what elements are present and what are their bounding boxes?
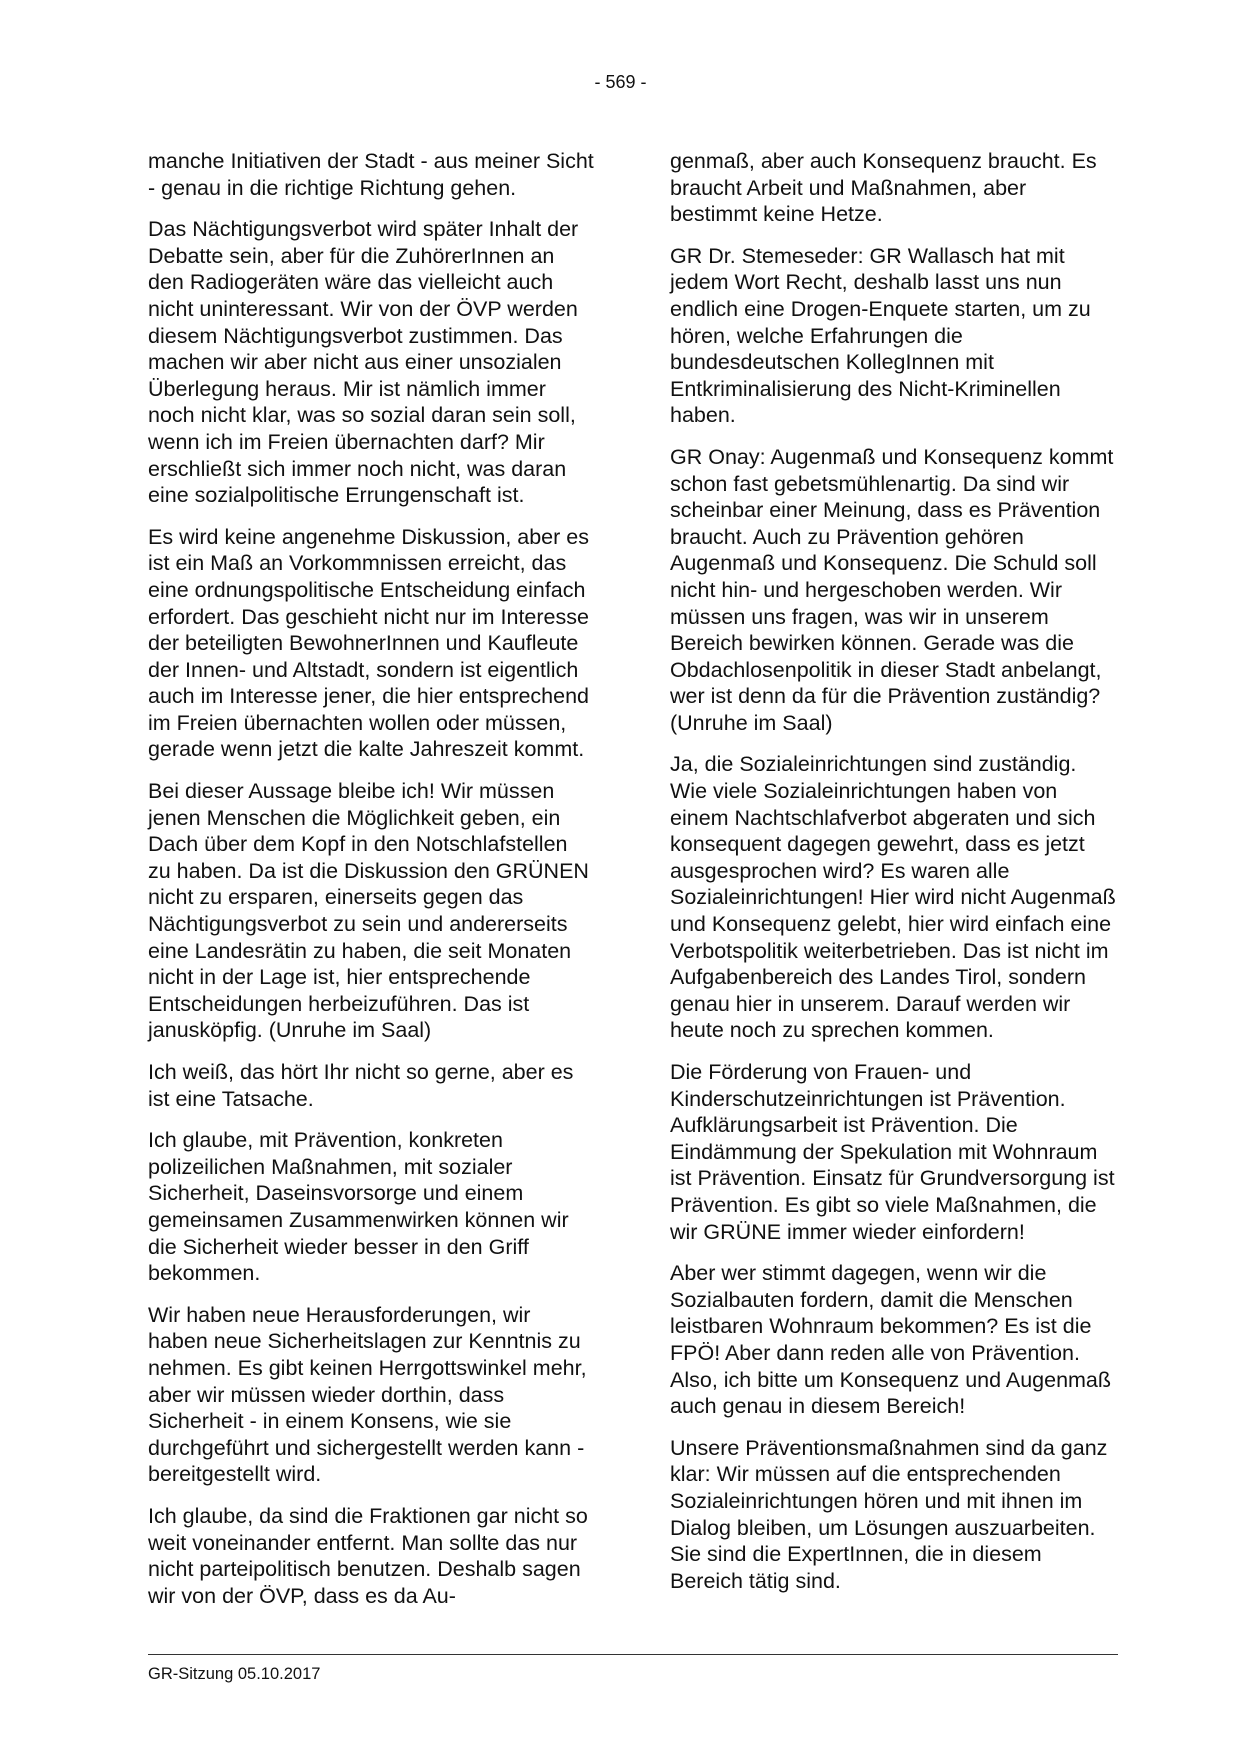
paragraph: manche Initiativen der Stadt - aus meiner Sicht - genau in die richtige Richtung gehen. — [148, 149, 594, 200]
page-number: - 569 - — [594, 72, 647, 92]
paragraph: Ja, die Sozialeinrichtungen sind zuständig. Wie viele Sozialeinrichtungen haben von einem Nachtschlafverbot abgeraten und sich konsequent dagegen gewehrt, dass es jetzt ausgesprochen wird? Es waren alle Sozialeinrichtungen! Hier wird nicht Augenmaß und Konsequenz gelebt, hier wird einfach eine Verbotspolitik weiterbetrieben. Das ist nicht im Aufgabenbereich des Landes Tirol, sondern genau hier in unserem. Darauf werden wir heute noch zu sprechen kommen. — [670, 752, 1116, 1043]
paragraph: GR Onay: Augenmaß und Konsequenz kommt schon fast gebetsmühlenartig. Da sind wir scheinbar einer Meinung, dass es Prävention braucht. Auch zu Prävention gehören Augenmaß und Konsequenz. Die Schuld soll nicht hin- und hergeschoben werden. Wir müssen uns fragen, was wir in unserem Bereich bewirken können. Gerade was die Obdachlosenpolitik in dieser Stadt anbelangt, wer ist denn da für die Prävention zuständig? (Unruhe im Saal) — [670, 444, 1114, 735]
paragraph: Das Nächtigungsverbot wird später Inhalt der Debatte sein, aber für die ZuhörerInnen an den Radiogeräten wäre das vielleicht auch nicht uninteressant. Wir von der ÖVP werden diesem Nächtigungsverbot zustimmen. Das machen wir aber nicht aus einer unsozialen Überlegung heraus. Mir ist nämlich immer noch nicht klar, was so sozial daran sein soll, wenn ich im Freien übernachten darf? Mir erschließt sich immer noch nicht, was daran eine sozialpolitische Errungenschaft ist. — [148, 217, 579, 508]
paragraph: Aber wer stimmt dagegen, wenn wir die Sozialbauten fordern, damit die Menschen leistbaren Wohnraum bekommen? Es ist die FPÖ! Aber dann reden alle von Prävention. Also, ich bitte um Konsequenz und Augenmaß auch genau in diesem Bereich! — [670, 1261, 1112, 1419]
paragraph: genmaß, aber auch Konsequenz braucht. Es braucht Arbeit und Maßnahmen, aber bestimmt keine Hetze. — [670, 149, 1097, 227]
paragraph: Ich glaube, da sind die Fraktionen gar nicht so weit voneinander entfernt. Man sollte das nur nicht parteipolitisch benutzen. Deshalb sagen wir von der ÖVP, dass es da Au- — [148, 1503, 588, 1608]
paragraph: Unsere Präventionsmaßnahmen sind da ganz klar: Wir müssen auf die entsprechenden Sozialeinrichtungen hören und mit ihnen im Dialog bleiben, um Lösungen auszuarbeiten. Sie sind die ExpertInnen, die in diesem Bereich tätig sind. — [670, 1435, 1108, 1593]
paragraph: Bei dieser Aussage bleibe ich! Wir müssen jenen Menschen die Möglichkeit geben, ein Dach über dem Kopf in den Notschlafstellen zu haben. Da ist die Diskussion den GRÜNEN nicht zu ersparen, einerseits gegen das Nächtigungsverbot zu sein und andererseits eine Landesrätin zu haben, die seit Monaten nicht in der Lage ist, hier entsprechende Entscheidungen herbeizuführen. Das ist janusköpfig. (Unruhe im Saal) — [148, 779, 589, 1043]
left-column — [148, 148, 596, 1624]
paragraph: Ich weiß, das hört Ihr nicht so gerne, aber es ist eine Tatsache. — [148, 1060, 574, 1111]
paragraph: Die Förderung von Frauen- und Kinderschutzeinrichtungen ist Prävention. Aufklärungsarbeit ist Prävention. Die Eindämmung der Spekulation mit Wohnraum ist Prävention. Einsatz für Grundversorgung ist Prävention. Es gibt so viele Maßnahmen, die wir GRÜNE immer wieder einfordern! — [670, 1060, 1115, 1244]
footer-session-label: GR-Sitzung 05.10.2017 — [148, 1665, 321, 1683]
paragraph: GR Dr. Stemeseder: GR Wallasch hat mit jedem Wort Recht, deshalb lasst uns nun endlich eine Drogen-Enquete starten, um zu hören, welche Erfahrungen die bundesdeutschen KollegInnen mit Entkriminalisierung des Nicht-Kriminellen haben. — [670, 243, 1091, 428]
paragraph: Ich glaube, mit Prävention, konkreten polizeilichen Maßnahmen, mit sozialer Sicherheit, Daseinsvorsorge und einem gemeinsamen Zusammenwirken können wir die Sicherheit wieder besser in den Griff bekommen. — [148, 1128, 569, 1286]
right-column — [670, 148, 1118, 1609]
paragraph: Wir haben neue Herausforderungen, wir haben neue Sicherheitslagen zur Kenntnis zu nehmen. Es gibt keinen Herrgottswinkel mehr, aber wir müssen wieder dorthin, dass Sicherheit - in einem Konsens, wie sie durchgeführt und sichergestellt werden kann - bereitgestellt wird. — [148, 1302, 587, 1487]
paragraph: Es wird keine angenehme Diskussion, aber es ist ein Maß an Vorkommnissen erreicht, das eine ordnungspolitische Entscheidung einfach erfordert. Das geschieht nicht nur im Interesse der beteiligten BewohnerInnen und Kaufleute der Innen- und Altstadt, sondern ist eigentlich auch im Interesse jener, die hier entsprechend im Freien übernachten wollen oder müssen, gerade wenn jetzt die kalte Jahreszeit kommt. — [148, 524, 590, 762]
footer-divider — [148, 1654, 1118, 1655]
